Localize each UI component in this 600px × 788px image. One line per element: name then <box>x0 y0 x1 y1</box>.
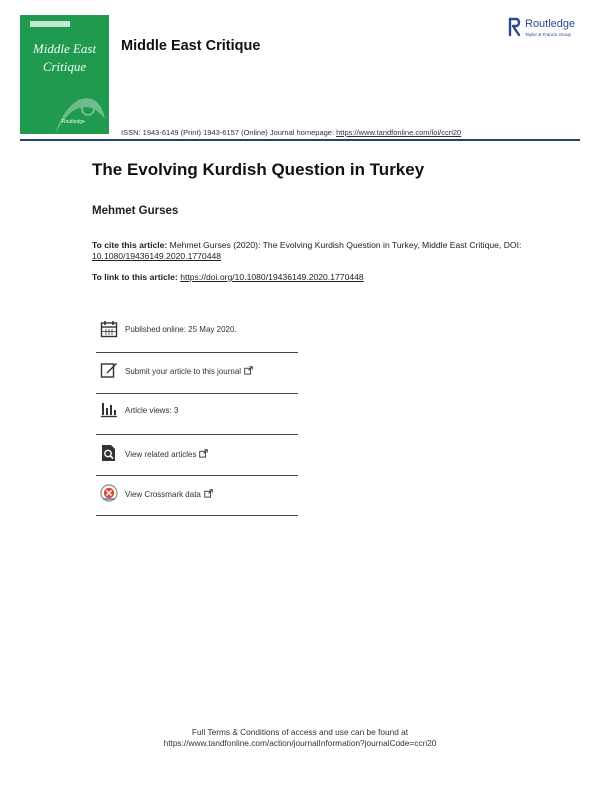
footer-terms-link[interactable]: https://www.tandfonline.com/action/journalInformation?journalCode=ccri20 <box>163 738 437 748</box>
row-divider <box>96 352 298 353</box>
cover-title-line1: Middle East <box>32 41 97 56</box>
publisher-name: Routledge <box>525 18 576 30</box>
article-views-label: Article views: 3 <box>125 406 179 415</box>
cover-title-line2: Critique <box>42 59 87 74</box>
edit-icon <box>100 361 118 379</box>
routledge-logo-icon <box>508 17 522 37</box>
cover-publisher: Routledge <box>62 119 85 125</box>
row-divider <box>96 434 298 435</box>
row-divider <box>96 515 298 516</box>
crossmark-row[interactable] <box>96 484 298 524</box>
crossmark-label: View Crossmark data <box>125 489 213 499</box>
citation-block <box>92 240 522 262</box>
cover-strip <box>30 21 70 27</box>
external-link-icon <box>199 449 208 458</box>
related-articles-label: View related articles <box>125 449 208 459</box>
article-author: Mehmet Gurses <box>92 205 179 217</box>
search-document-icon <box>100 444 118 462</box>
submit-article-row[interactable] <box>96 361 298 401</box>
article-url-link[interactable]: https://doi.org/10.1080/19436149.2020.1770448 <box>180 272 364 282</box>
row-divider <box>96 393 298 394</box>
journal-cover[interactable] <box>20 15 109 134</box>
article-views-row <box>96 401 298 441</box>
cite-label: To cite this article: <box>92 240 168 250</box>
cite-text: Mehmet Gurses (2020): The Evolving Kurdish Question in Turkey, Middle East Critique, DOI: <box>167 240 522 250</box>
footer-terms <box>0 727 600 749</box>
cover-ornament-icon <box>50 79 109 134</box>
publisher-tagline: Taylor & Francis Group <box>525 32 572 37</box>
published-online-row <box>96 320 298 360</box>
header-divider <box>20 139 580 141</box>
issn-text: ISSN: 1943-6149 (Print) 1943-6157 (Online) Journal homepage: <box>121 128 337 137</box>
issn-line <box>121 128 461 137</box>
link-label: To link to this article: <box>92 272 181 282</box>
submit-article-label: Submit your article to this journal <box>125 366 253 376</box>
journal-title: Middle East Critique <box>121 38 261 54</box>
footer-line1: Full Terms & Conditions of access and use can be found at <box>191 727 409 737</box>
external-link-icon <box>204 489 213 498</box>
related-articles-row[interactable] <box>96 444 298 484</box>
article-title: The Evolving Kurdish Question in Turkey <box>92 160 425 179</box>
journal-homepage-link[interactable]: https://www.tandfonline.com/loi/ccri20 <box>336 128 462 137</box>
crossmark-icon <box>100 484 118 502</box>
calendar-icon <box>100 320 118 338</box>
article-link-line <box>92 272 364 282</box>
bar-chart-icon <box>100 401 118 419</box>
external-link-icon <box>244 366 253 375</box>
published-online-label: Published online: 25 May 2020. <box>125 325 237 334</box>
doi-link[interactable]: 10.1080/19436149.2020.1770448 <box>92 251 222 261</box>
row-divider <box>96 475 298 476</box>
